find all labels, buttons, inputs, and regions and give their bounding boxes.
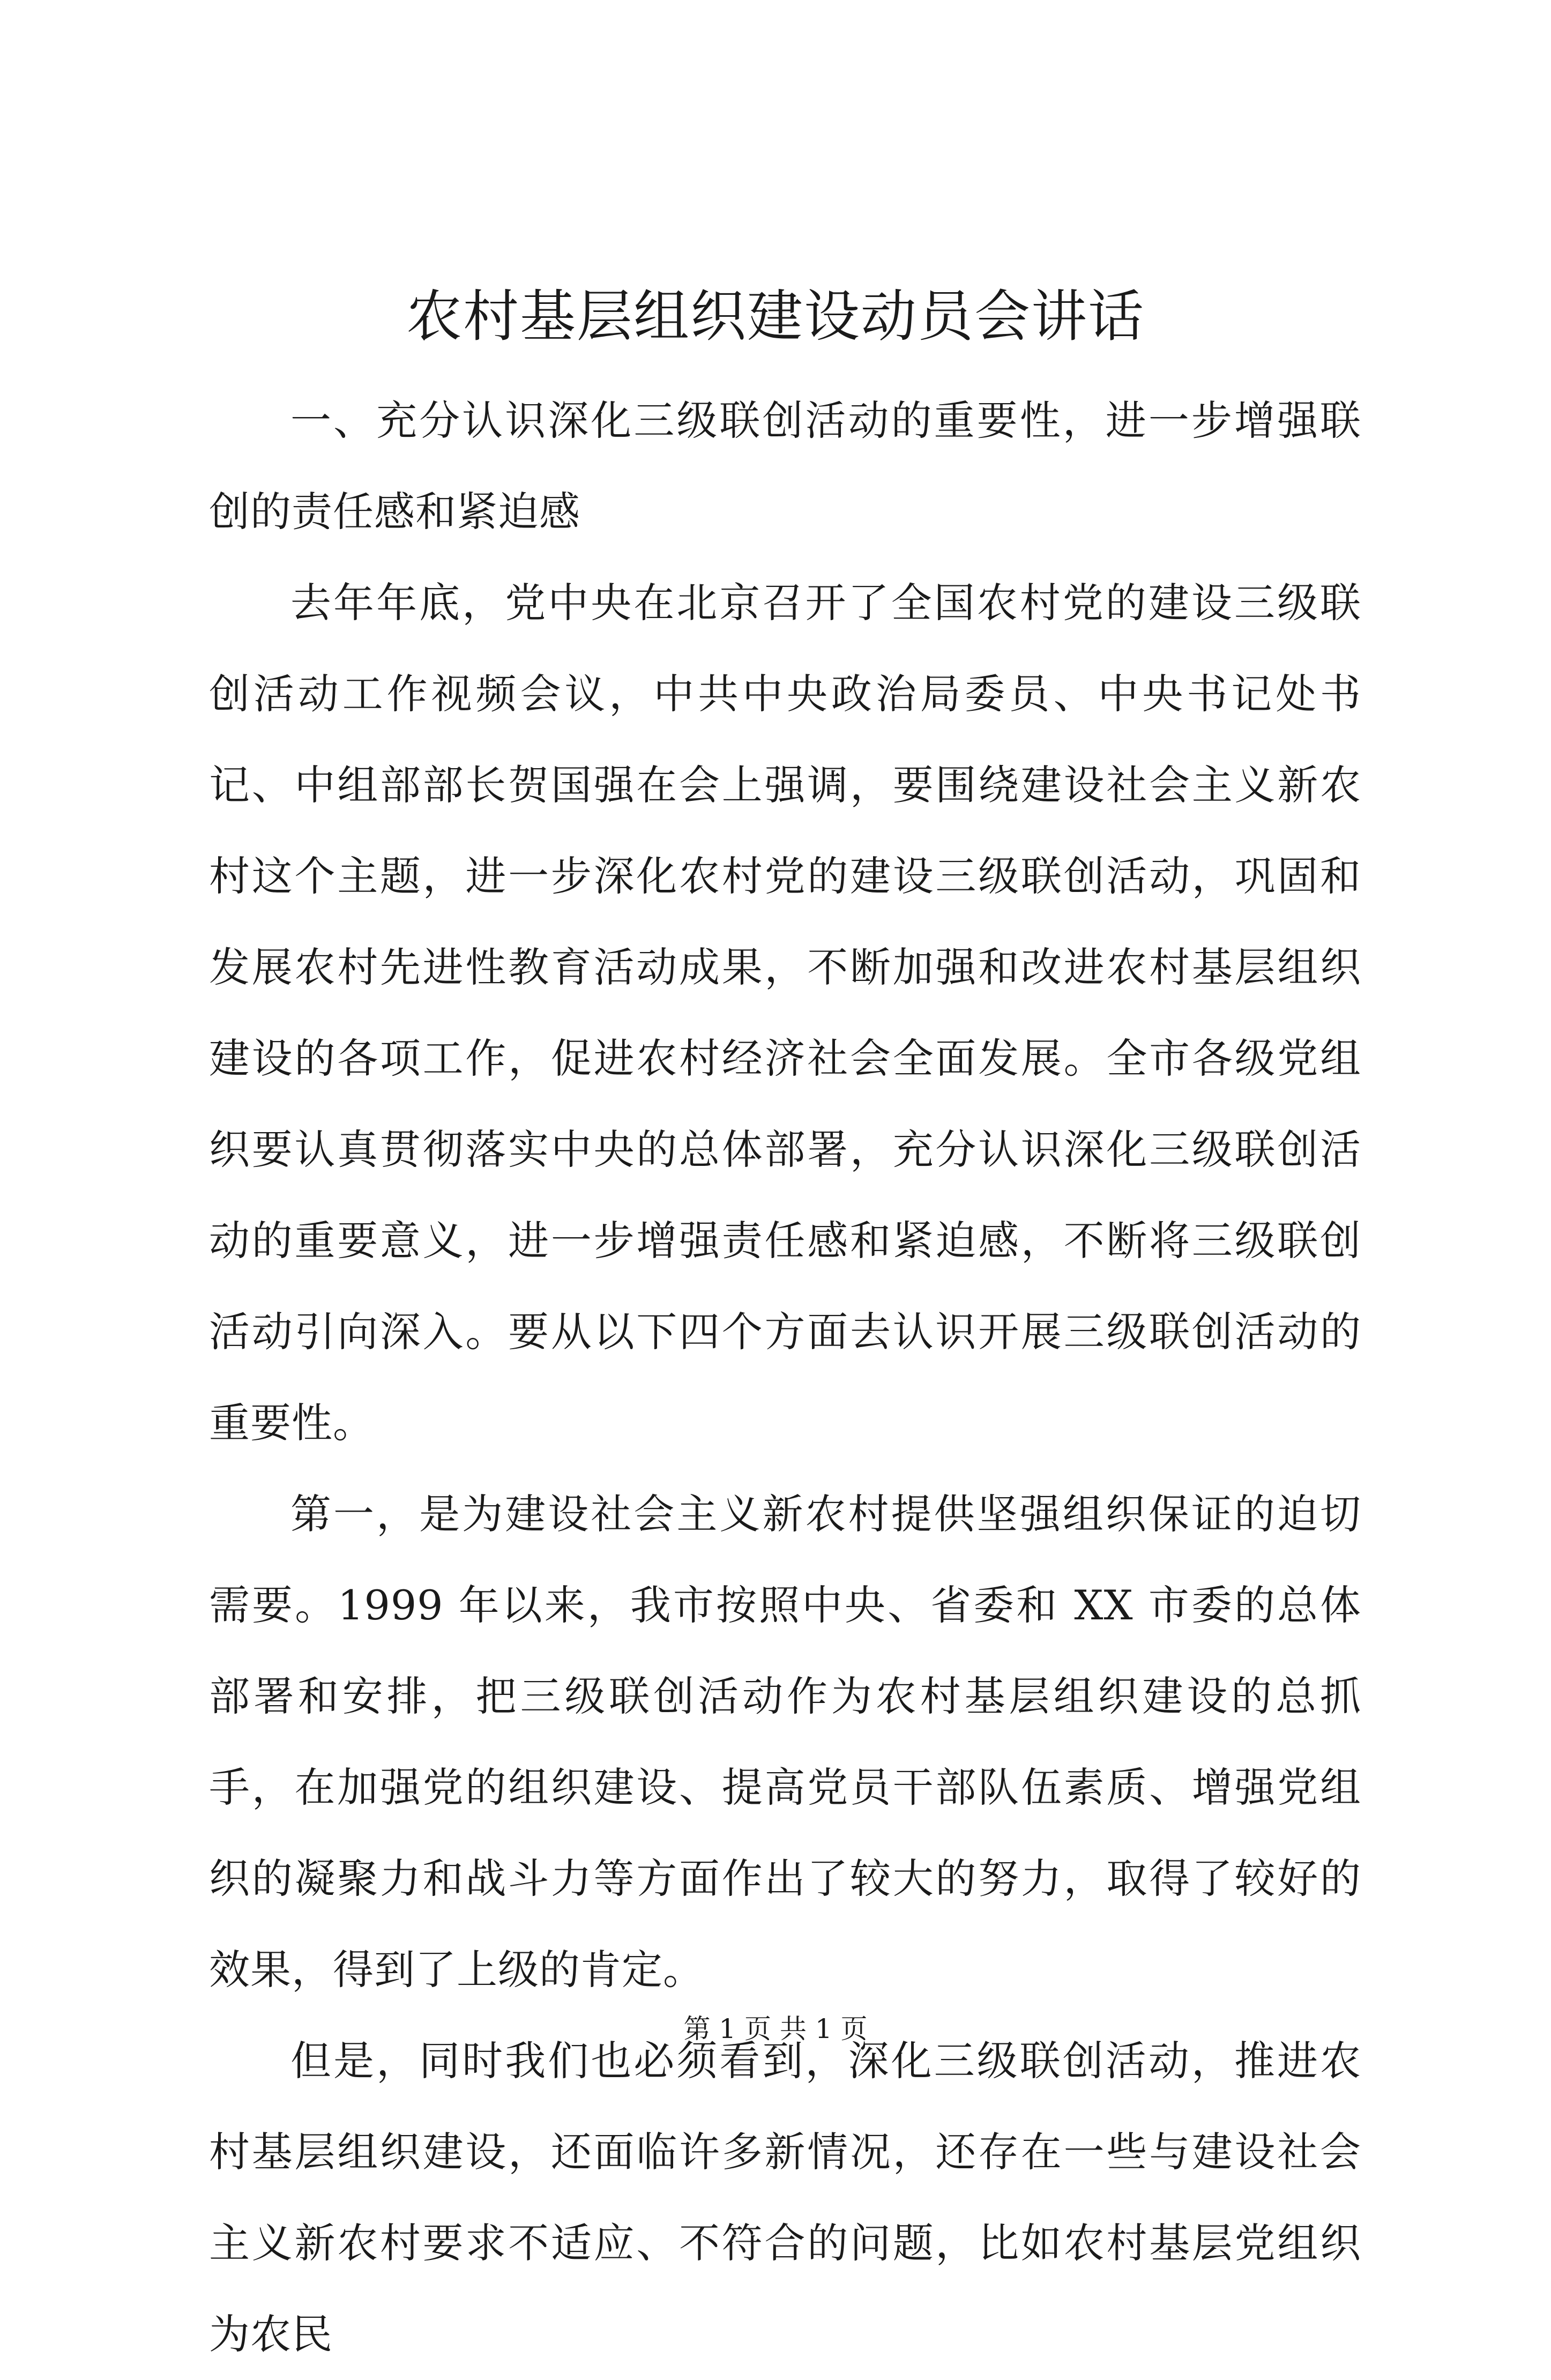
document-body: [209, 375, 1361, 2380]
body-paragraph: 去年年底，党中央在北京召开了全国农村党的建设三级联创活动工作视频会议，中共中央政治局委员、中央书记处书记、中组部部长贺国强在会上强调，要围绕建设社会主义新农村这个主题，进一步深化农村党的建设三级联创活动，巩固和发展农村先进性教育活动成果，不断加强和改进农村基层组织建设的各项工作，促进农村经济社会全面发展。全市各级党组织要认真贯彻落实中央的总体部署，充分认识深化三级联创活动的重要意义，进一步增强责任感和紧迫感，不断将三级联创活动引向深入。要从以下四个方面去认识开展三级联创活动的重要性。: [209, 579, 1361, 1447]
body-paragraph: 第一，是为建设社会主义新农村提供坚强组织保证的迫切需要。1999 年以来，我市按照中央、省委和 XX 市委的总体部署和安排，把三级联创活动作为农村基层组织建设的总抓手，在加强党的组织建设、提高党员干部队伍素质、增强党组织的凝聚力和战斗力等方面作出了较大的努力，取得了较好的效果，得到了上级的肯定。: [209, 1490, 1361, 1994]
section-heading-paragraph: 一、充分认识深化三级联创活动的重要性，进一步增强联创的责任感和紧迫感: [209, 397, 1361, 536]
page-number-footer: 第 1 页 共 1 页: [683, 2013, 868, 2044]
document-title: 农村基层组织建设动员会讲话: [406, 284, 1145, 349]
body-paragraph: 但是，同时我们也必须看到，深化三级联创活动，推进农村基层组织建设，还面临许多新情况，还存在一些与建设社会主义新农村要求不适应、不符合的问题，比如农村基层党组织为农民: [209, 2037, 1361, 2358]
